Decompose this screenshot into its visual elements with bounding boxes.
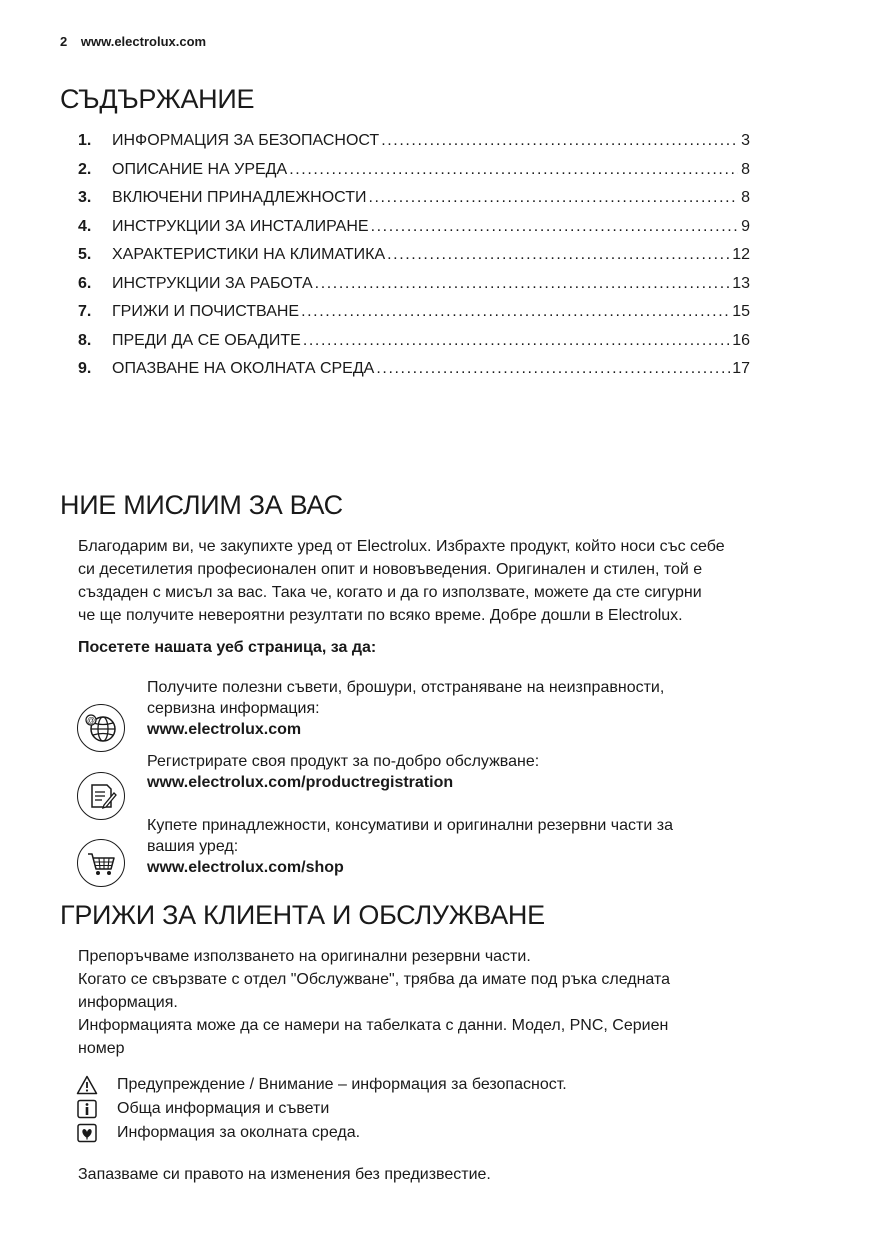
toc-item-page: 3	[741, 132, 750, 149]
toc-item[interactable]	[78, 275, 750, 304]
toc-item[interactable]	[78, 132, 750, 161]
care-line: информация.	[78, 994, 178, 1011]
toc-leader-dots	[368, 189, 738, 207]
shopping-cart-icon	[77, 839, 125, 887]
visit-item	[147, 751, 539, 793]
toc-item-number: 5.	[78, 246, 92, 263]
website-link[interactable]: www.electrolux.com	[147, 721, 302, 738]
toc-item[interactable]	[78, 246, 750, 275]
visit-heading: Посетете нашата уеб страница, за да:	[78, 639, 377, 656]
intro-line: че ще получите невероятни резултати по всяко време. Добре дошли в Electrolux.	[78, 607, 683, 624]
legend-text: Информация за околната среда.	[117, 1124, 361, 1141]
globe-icon	[77, 704, 125, 752]
page-number: 2	[60, 34, 68, 49]
toc-item-title: ГРИЖИ И ПОЧИСТВАНЕ	[112, 303, 300, 320]
care-line: Препоръчваме използването на оригинални резервни части.	[78, 948, 531, 965]
warning-icon	[76, 1075, 98, 1095]
legend-text: Предупреждение / Внимание – информация за безопасност.	[117, 1076, 567, 1093]
intro-line: създаден с мисъл за вас. Така че, когато и да го използвате, можете да сте сигурни	[78, 584, 702, 601]
visit-item-text: сервизна информация:	[147, 700, 320, 717]
toc-item-number: 2.	[78, 160, 92, 178]
care-line: номер	[78, 1040, 125, 1057]
toc-item-page: 12	[732, 246, 750, 263]
thinking-intro	[78, 535, 838, 627]
toc-item-page: 8	[741, 160, 750, 178]
care-title: ГРИЖИ ЗА КЛИЕНТА И ОБСЛУЖВАНЕ	[60, 900, 545, 930]
shop-link[interactable]: www.electrolux.com/shop	[147, 859, 344, 876]
toc-item[interactable]	[78, 189, 750, 218]
toc-item-page: 17	[732, 360, 750, 377]
toc-leader-dots	[289, 161, 738, 179]
info-icon	[76, 1099, 98, 1119]
legend-item	[76, 1099, 329, 1119]
toc-item-number: 7.	[78, 303, 92, 320]
toc-leader-dots	[301, 303, 730, 321]
toc-item[interactable]	[78, 360, 750, 389]
toc-leader-dots	[303, 332, 730, 350]
toc-item[interactable]	[78, 303, 750, 332]
toc-item-number: 3.	[78, 189, 92, 206]
toc-item-title: ИНСТРУКЦИИ ЗА ИНСТАЛИРАНЕ	[112, 217, 369, 235]
toc-item-title: ОПАЗВАНЕ НА ОКОЛНАТА СРЕДА	[112, 360, 375, 377]
toc-leader-dots	[387, 246, 730, 264]
toc-item-number: 9.	[78, 360, 92, 377]
environment-icon	[76, 1123, 98, 1143]
toc-item[interactable]	[78, 218, 750, 247]
toc-leader-dots	[371, 218, 738, 236]
toc-item-number: 1.	[78, 132, 92, 149]
legend-item	[76, 1075, 567, 1095]
header-website: www.electrolux.com	[80, 34, 207, 49]
toc-item-page: 13	[732, 274, 750, 292]
care-line: Информацията може да се намери на табелката с данни. Модел, PNC, Сериен	[78, 1017, 669, 1034]
svg-text:@: @	[86, 716, 96, 725]
care-line: Когато се свързвате с отдел "Обслужване", трябва да имате под ръка следната	[78, 971, 671, 988]
toc-item-title: ВКЛЮЧЕНИ ПРИНАДЛЕЖНОСТИ	[112, 189, 367, 206]
visit-item-text: Купете принадлежности, консумативи и оригинални резервни части за	[147, 817, 673, 834]
toc-item-title: ПРЕДИ ДА СЕ ОБАДИТЕ	[112, 331, 301, 349]
toc-item-title: ХАРАКТЕРИСТИКИ НА КЛИМАТИКА	[112, 246, 386, 263]
table-of-contents	[78, 132, 750, 389]
legend-item	[76, 1123, 360, 1143]
intro-line: си десетилетия професионален опит и нововъведения. Оригинален и стилен, той е	[78, 561, 703, 578]
toc-item-title: ИНСТРУКЦИИ ЗА РАБОТА	[112, 274, 313, 292]
toc-item-number: 4.	[78, 217, 92, 235]
thinking-title: НИЕ МИСЛИМ ЗА ВАС	[60, 490, 343, 520]
toc-leader-dots	[376, 360, 730, 378]
contents-title: СЪДЪРЖАНИЕ	[60, 84, 255, 114]
legend-text: Обща информация и съвети	[117, 1100, 330, 1117]
registration-form-icon	[77, 772, 125, 820]
toc-item-number: 8.	[78, 331, 92, 349]
toc-leader-dots	[381, 132, 738, 150]
toc-item-title: ИНФОРМАЦИЯ ЗА БЕЗОПАСНОСТ	[112, 132, 380, 149]
toc-item-page: 9	[741, 217, 750, 235]
care-text	[78, 945, 838, 1060]
visit-item-text: Получите полезни съвети, брошури, отстраняване на неизправности,	[147, 679, 665, 696]
toc-item[interactable]	[78, 332, 750, 361]
page-header	[60, 34, 206, 49]
product-registration-link[interactable]: www.electrolux.com/productregistration	[147, 774, 454, 791]
toc-item-title: ОПИСАНИЕ НА УРЕДА	[112, 160, 288, 178]
toc-leader-dots	[315, 275, 731, 293]
toc-item-number: 6.	[78, 274, 92, 292]
toc-item[interactable]	[78, 161, 750, 190]
footer-note: Запазваме си правото на изменения без предизвестие.	[78, 1166, 491, 1183]
visit-item	[147, 677, 664, 740]
intro-line: Благодарим ви, че закупихте уред от Electrolux. Избрахте продукт, който носи със себе	[78, 538, 725, 555]
toc-item-page: 15	[732, 303, 750, 320]
toc-item-page: 8	[741, 189, 750, 206]
toc-item-page: 16	[732, 331, 750, 349]
visit-item	[147, 815, 673, 878]
visit-item-text: вашия уред:	[147, 838, 239, 855]
visit-item-text: Регистрирате своя продукт за по-добро обслужване:	[147, 753, 540, 770]
